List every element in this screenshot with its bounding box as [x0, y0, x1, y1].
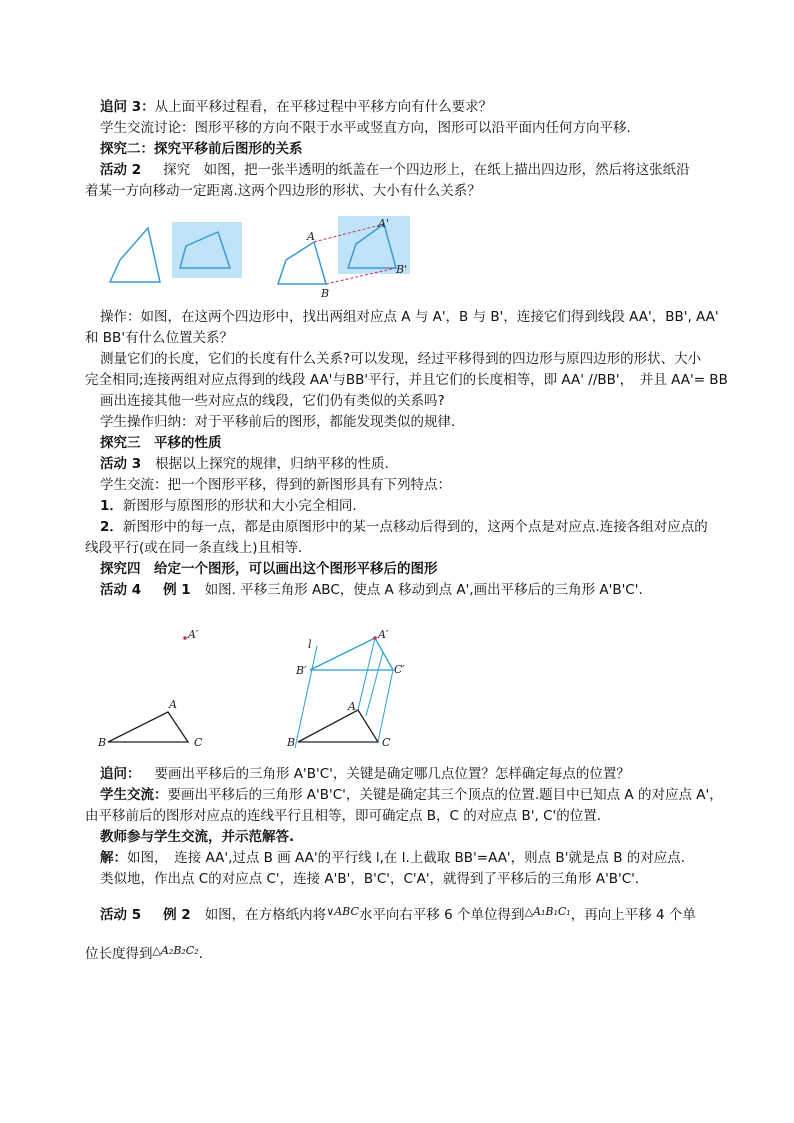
segment-AA-prime — [358, 638, 375, 710]
example-label: 例 1 — [163, 582, 191, 598]
text: 根据以上探究的规律，归纳平移的性质． — [155, 456, 399, 472]
student-exchange — [100, 786, 723, 804]
paragraph: 画出连接其他一些对应点的线段，它们仍有类似的关系吗? — [100, 393, 445, 409]
quadrilateral-before — [278, 242, 326, 284]
text: 水平向右平移 6 个单位得到 — [358, 907, 525, 923]
label-A-prime-2: A′ — [378, 628, 389, 641]
activity-5 — [100, 903, 696, 924]
text: 如图，在方格纸内将 — [204, 907, 327, 923]
activity-label: 活动 3 — [100, 456, 142, 472]
figure-triangle-translation — [90, 622, 420, 754]
section-heading: 探究二：探究平移前后图形的关系 — [100, 141, 303, 157]
activity-2 — [100, 161, 690, 179]
number: 1． — [100, 498, 123, 514]
label-B-prime: B' — [396, 263, 408, 276]
paragraph: 学生交流讨论：图形平移的方向不限于水平或竖直方向，图形可以沿平面内任何方向平移． — [100, 120, 640, 136]
formula-triangle-A1B1C1: △A₁B₁C₁ — [524, 905, 571, 918]
label-A: A — [307, 230, 315, 243]
line-l — [295, 646, 317, 748]
label-A-prime: A' — [378, 217, 389, 230]
activity-label: 活动 2 — [100, 162, 142, 178]
label-bold: 追问 3： — [100, 99, 155, 115]
activity-label: 活动 4 — [100, 582, 142, 598]
label-B-prime: B′ — [296, 664, 307, 677]
text: 探究 如图，把一张半透明的纸盖在一个四边形上，在纸上描出四边形，然后将这张纸沿 — [163, 162, 690, 178]
formula-triangle-A2B2C2: △A₂B₂C₂ — [152, 944, 199, 957]
label-l: l — [308, 638, 312, 651]
paragraph: 由平移前后的图形对应点的连线平行且相等，即可确定点 B，C 的对应点 B', C'的位置． — [85, 808, 611, 824]
formula-triangle-ABC: ∨ABC — [326, 905, 359, 918]
label-A-2: A — [348, 700, 356, 713]
original-quadrilateral — [110, 228, 160, 282]
paragraph: 学生交流：把一个图形平移，得到的新图形具有下列特点： — [100, 477, 451, 493]
paragraph: 类似地，作出点 C的对应点 C'，连接 A'B'，B'C'，C'A'，就得到了平移后的三角形 A'B'C'． — [100, 871, 649, 887]
text: 如图， 连接 AA',过点 B 画 AA'的平行线 l,在 l.上截取 BB'=AA'，则点 B'就是点 B 的对应点． — [127, 850, 695, 866]
tracing-paper — [172, 222, 242, 278]
section-heading: 探究四 给定一个图形，可以画出这个图形平移后的图形 — [100, 561, 438, 577]
text: . — [198, 946, 203, 962]
text: 位长度得到 — [85, 946, 153, 962]
activity-5-continued — [85, 942, 203, 963]
follow-up-question — [100, 765, 630, 783]
solution — [100, 849, 694, 867]
text: 如图. 平移三角形 ABC，使点 A 移动到点 A',画出平移后的三角形 A'B'C'. — [204, 582, 643, 598]
label-C-2: C — [382, 736, 391, 749]
paragraph-bold: 教师参与学生交流，并示范解答. — [100, 829, 295, 845]
label-B-2: B — [287, 736, 296, 749]
property-1 — [100, 497, 366, 515]
label-A: A — [169, 698, 177, 711]
text: ，再向上平移 4 个单 — [570, 907, 696, 923]
property-2 — [100, 518, 708, 536]
point-A-prime — [183, 636, 187, 640]
label-bold: 解： — [100, 850, 127, 866]
paragraph: 完全相同;连接两组对应点得到的线段 AA'与BB'平行，并且它们的长度相等，即 AA' //BB'， 并且 AA'= BB — [85, 372, 728, 388]
label-C: C — [194, 736, 203, 749]
text: 从上面平移过程看，在平移过程中平移方向有什么要求？ — [154, 99, 493, 115]
number: 2． — [100, 519, 123, 535]
paragraph: 和 BB'有什么位置关系？ — [85, 330, 234, 346]
extra-parallel-line — [366, 652, 383, 716]
text: 要画出平移后的三角形 A'B'C'，关键是确定哪几点位置？怎样确定每点的位置？ — [154, 766, 630, 782]
text: 新图形中的每一点，都是由原图形中的某一点移动后得到的，这两个点是对应点.连接各组对应点的 — [122, 519, 708, 535]
paragraph: 操作：如图，在这两个四边形中，找出两组对应点 A 与 A'，B 与 B'，连接它们得到线段 AA'，BB', AA' — [100, 309, 719, 325]
label-C-prime: C′ — [394, 663, 405, 676]
label-A-prime: A′ — [188, 628, 199, 641]
paragraph: 测量它们的长度，它们的长度有什么关系?可以发现，经过平移得到的四边形与原四边形的形状、大小 — [100, 351, 702, 367]
triangle-A-prime-B-prime-C-prime — [310, 638, 393, 670]
follow-up-question-3 — [100, 98, 492, 116]
label-B: B — [321, 287, 330, 300]
label-bold: 学生交流： — [100, 787, 168, 803]
segment-CC-prime — [378, 670, 393, 742]
text: 新图形与原图形的形状和大小完全相同． — [122, 498, 366, 514]
paragraph: 着某一方向移动一定距离.这两个四边形的形状、大小有什么关系？ — [85, 183, 481, 199]
paragraph: 线段平行(或在同一条直线上)且相等． — [85, 540, 312, 556]
activity-3 — [100, 455, 398, 473]
label-bold: 追问： — [100, 766, 141, 782]
example-label: 例 2 — [163, 907, 191, 923]
label-B: B — [98, 736, 107, 749]
activity-label: 活动 5 — [100, 907, 142, 923]
activity-4 — [100, 581, 643, 599]
point-A-prime-dot — [373, 636, 377, 640]
text: 要画出平移后的三角形 A'B'C'，关键是确定其三个顶点的位置.题目中已知点 A 的对应点 A'， — [167, 787, 723, 803]
section-heading: 探究三 平移的性质 — [100, 435, 222, 451]
triangle-ABC — [108, 712, 188, 742]
figure-quadrilateral-translation — [100, 212, 430, 300]
paragraph: 学生操作归纳：对于平移前后的图形，都能发现类似的规律． — [100, 414, 465, 430]
